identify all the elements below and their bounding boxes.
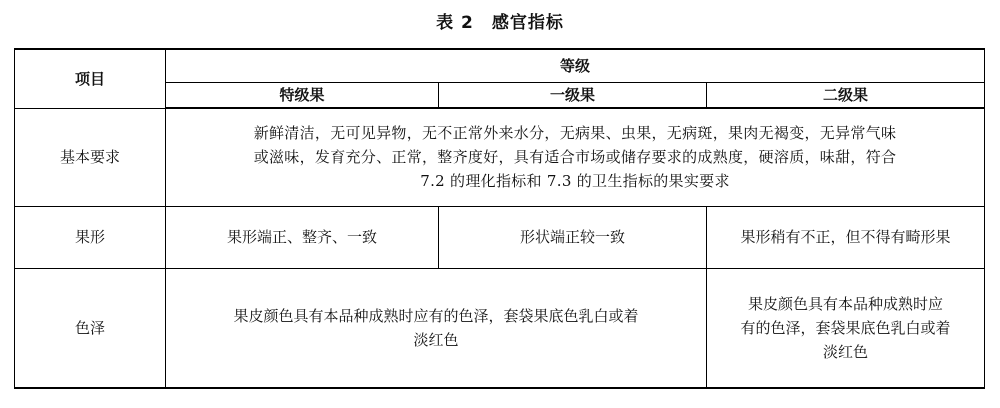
header-first-grade: 一级果 <box>439 82 707 108</box>
color-second <box>707 268 985 388</box>
table-row-color <box>15 268 985 388</box>
shape-first: 形状端正较一致 <box>439 206 707 268</box>
shape-second: 果形稍有不正，但不得有畸形果 <box>707 206 985 268</box>
basic-requirements-text <box>166 108 985 206</box>
row-label-color: 色泽 <box>15 268 166 388</box>
basic-line-1: 新鲜清洁，无可见异物，无不正常外来水分，无病果、虫果，无病斑，果肉无褐变，无异常气味 <box>253 124 897 143</box>
color-special-first-line-2: 淡红色 <box>413 330 459 349</box>
header-special-grade: 特级果 <box>166 82 439 108</box>
sensory-index-table <box>14 48 985 389</box>
table-row-shape <box>15 206 985 268</box>
header-second-grade: 二级果 <box>707 82 985 108</box>
color-second-line-1: 果皮颜色具有本品种成熟时应 <box>747 294 943 313</box>
basic-line-2: 或滋味，发育充分、正常，整齐度好，具有适合市场或储存要求的成熟度，硬溶质，味甜，符合 <box>253 148 897 167</box>
row-label-basic: 基本要求 <box>15 108 166 206</box>
header-row-grade <box>15 49 985 82</box>
shape-special: 果形端正、整齐、一致 <box>166 206 439 268</box>
header-item: 项目 <box>15 49 166 108</box>
row-label-shape: 果形 <box>15 206 166 268</box>
color-second-line-3: 淡红色 <box>822 342 868 361</box>
table-title: 感官指标 <box>491 13 564 33</box>
table-caption <box>0 8 1000 33</box>
table-number: 表 2 <box>436 13 474 33</box>
color-special-first-line-1: 果皮颜色具有本品种成熟时应有的色泽，套袋果底色乳白或着 <box>233 306 639 325</box>
color-special-first <box>166 268 707 388</box>
table-row-basic-requirements <box>15 108 985 206</box>
basic-line-3: 7.2 的理化指标和 7.3 的卫生指标的果实要求 <box>420 172 730 191</box>
header-grade: 等级 <box>166 49 985 82</box>
color-second-line-2: 有的色泽，套袋果底色乳白或着 <box>740 318 951 337</box>
